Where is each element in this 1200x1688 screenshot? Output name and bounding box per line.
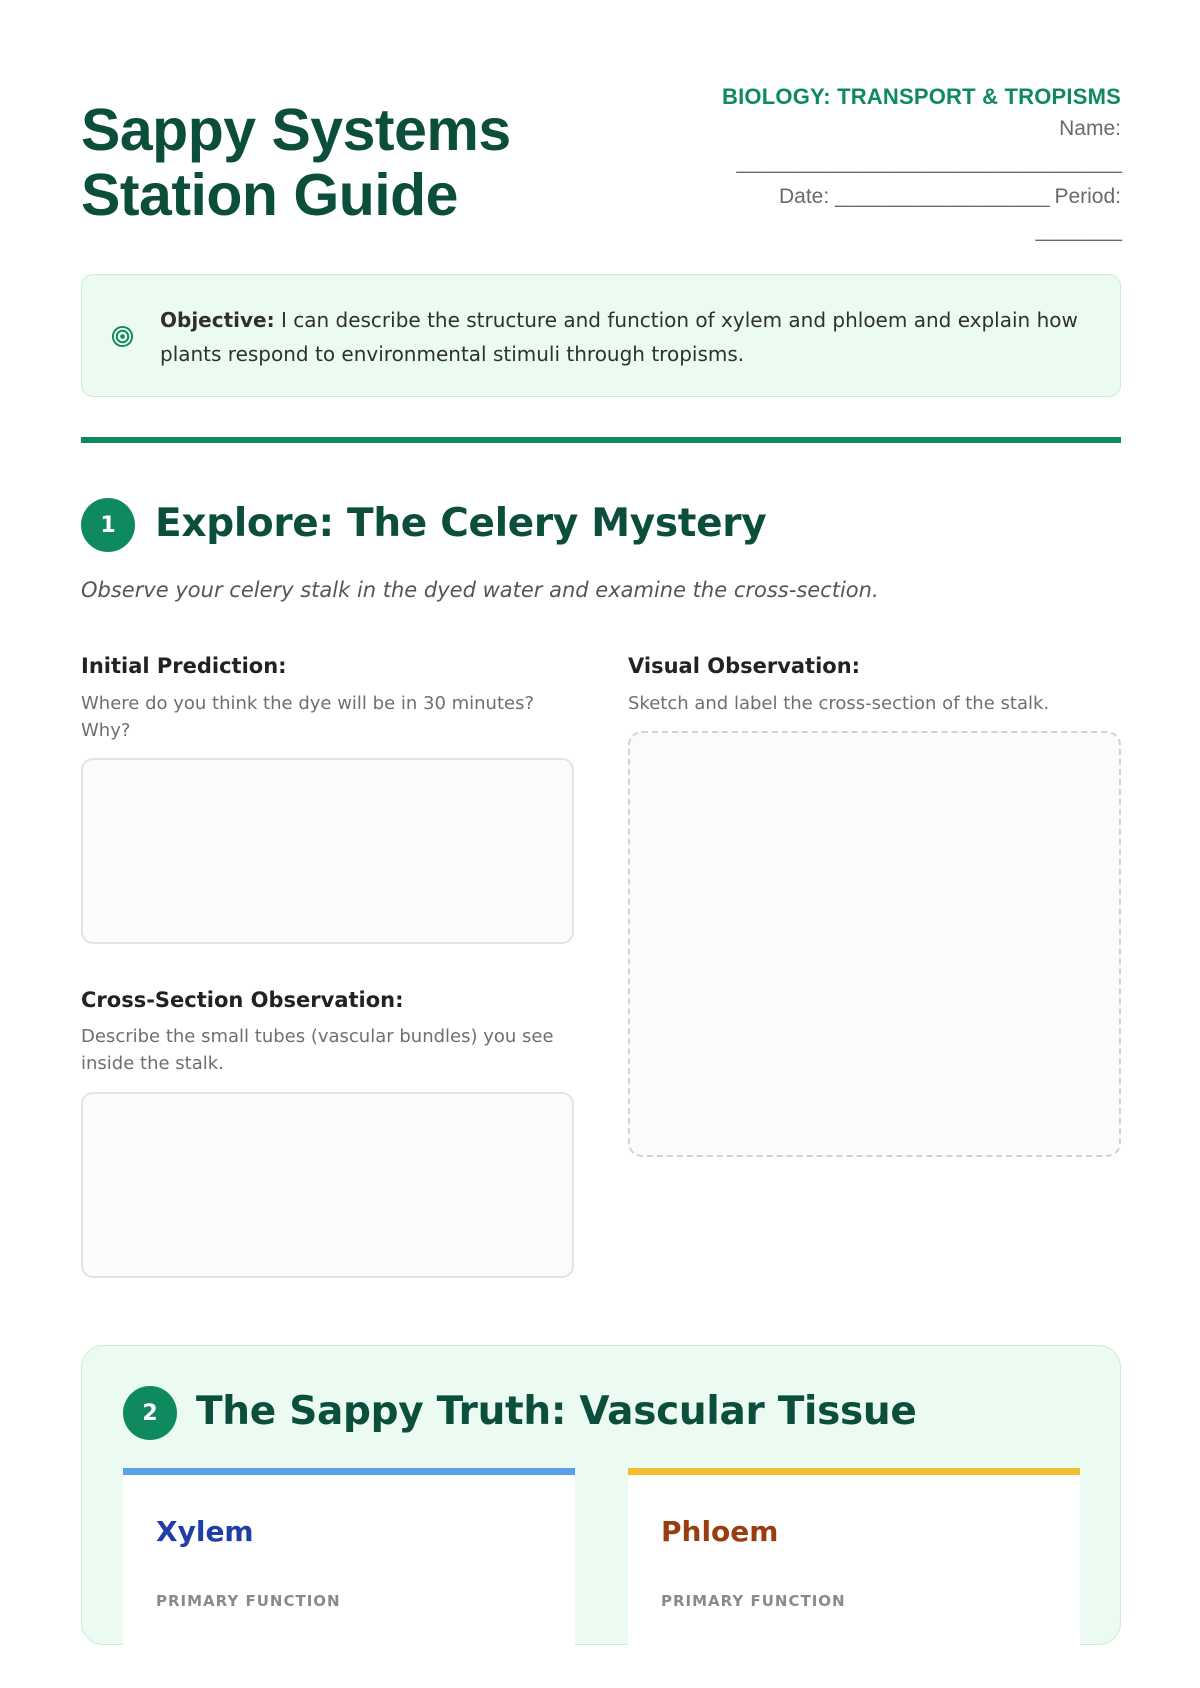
name-blank: [681, 146, 1121, 180]
target-icon: [111, 325, 134, 348]
objective-body: I can describe the structure and function of xylem and phloem and explain how plants respond to environmental stimuli through tropisms.: [160, 308, 1078, 366]
prediction-hint: Where do you think the dye will be in 30 minutes? Why?: [81, 693, 535, 741]
phloem-accent-bar: [628, 1468, 1080, 1475]
name-blank-line: ____________________________________: [736, 151, 1121, 174]
section-2-badge: 2: [123, 1386, 177, 1440]
worksheet-page: [81, 0, 1121, 1610]
visual-observation-label: Visual Observation:: [628, 654, 861, 678]
section-2-title: The Sappy Truth: Vascular Tissue: [196, 1389, 917, 1434]
period-label: Period:: [1054, 185, 1121, 208]
objective-box: [81, 274, 1121, 397]
xylem-accent-bar: [123, 1468, 575, 1475]
section-divider: [81, 437, 1121, 443]
section-1-intro: Observe your celery stalk in the dyed water and examine the cross-section.: [81, 578, 879, 602]
name-label: Name:: [1059, 117, 1121, 140]
phloem-function-label: PRIMARY FUNCTION: [661, 1592, 846, 1610]
period-blank[interactable]: ________: [1035, 219, 1121, 242]
header-meta: [681, 82, 1121, 248]
title-line-1: Sappy Systems: [81, 97, 511, 163]
date-blank[interactable]: ____________________: [835, 185, 1049, 208]
section-2-panel: [81, 1345, 1121, 1645]
period-blank-line: [681, 214, 1121, 248]
cross-section-answer-box[interactable]: [81, 1092, 574, 1278]
section-1-badge: 1: [81, 498, 135, 552]
section-1-title: Explore: The Celery Mystery: [155, 501, 767, 546]
xylem-card: [123, 1468, 575, 1688]
prediction-label: Initial Prediction:: [81, 654, 287, 678]
name-field[interactable]: [681, 112, 1121, 146]
cross-section-label: Cross-Section Observation:: [81, 988, 404, 1012]
prediction-answer-box[interactable]: [81, 758, 574, 944]
sketch-area[interactable]: [628, 731, 1121, 1157]
subject-label: BIOLOGY: TRANSPORT & TROPISMS: [722, 84, 1121, 109]
visual-observation-hint: Sketch and label the cross-section of the stalk.: [628, 693, 1050, 714]
page-title: [81, 98, 601, 228]
cross-section-hint: Describe the small tubes (vascular bundles) you see inside the stalk.: [81, 1026, 554, 1074]
title-line-2: Station Guide: [81, 162, 458, 228]
objective-text: [160, 303, 1080, 371]
xylem-title: Xylem: [156, 1515, 254, 1548]
date-period-line: [681, 180, 1121, 214]
phloem-card: [628, 1468, 1080, 1688]
xylem-function-label: PRIMARY FUNCTION: [156, 1592, 341, 1610]
phloem-title: Phloem: [661, 1515, 779, 1548]
objective-label: Objective:: [160, 308, 275, 332]
date-label: Date:: [778, 185, 830, 208]
